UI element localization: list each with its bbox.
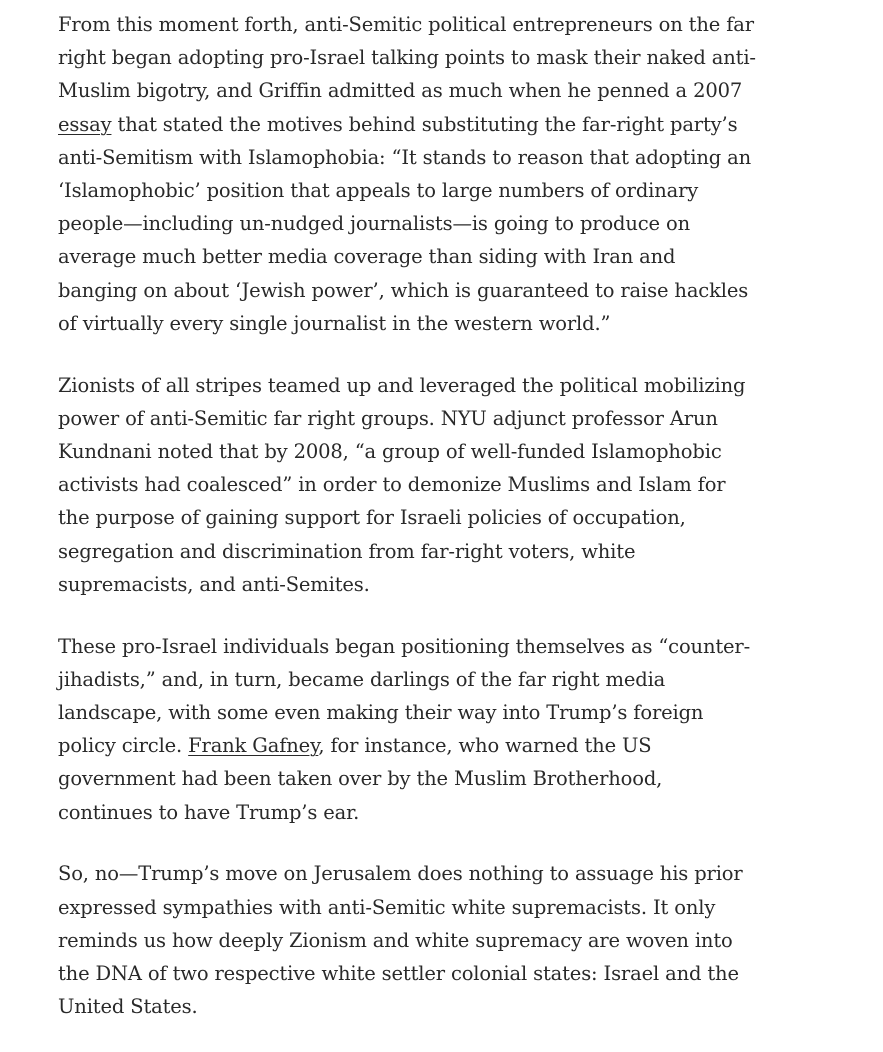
paragraph-1-text-start: From this moment forth, anti-Semitic political entrepreneurs on the far right began adopting pro-Israel talking points to mask their naked anti-Muslim bigotry, and Griffin admitted as much when he penned a 2007: [58, 13, 756, 103]
essay-link[interactable]: essay: [58, 112, 112, 136]
paragraph-1-text-end: that stated the motives behind substituting the far-right party’s anti-Semitism with Islamophobia: “It stands to reason that adopting an ‘Islamophobic’ position that appeals to large numbers of ordinary people—including un-nudged journalists—is going to produce on average much better media coverage than siding with Iran and banging on about ‘Jewish power’, which is guaranteed to raise hackles of virtually every single journalist in the western world.”: [58, 112, 752, 335]
paragraph-3-text-end: , for instance, who warned the US government had been taken over by the Muslim Brotherhood, continues to have Trump’s ear.: [58, 734, 663, 824]
frank-gafney-link[interactable]: Frank Gafney: [188, 734, 319, 758]
paragraph-3-text-start: These pro-Israel individuals began positioning themselves as “counter-jihadists,” and, in turn, became darlings of the far right media landscape, with some even making their way into Trump’s foreign policy circle.: [58, 634, 751, 758]
article-body: [58, 8, 758, 1052]
paragraph-1: [58, 8, 758, 340]
paragraph-4: So, no—Trump’s move on Jerusalem does nothing to assuage his prior expressed sympathies with anti-Semitic white supremacists. It only reminds us how deeply Zionism and white supremacy are woven into the DNA of two respective white settler colonial states: Israel and the United States.: [58, 862, 743, 1019]
paragraph-2: Zionists of all stripes teamed up and leveraged the political mobilizing power of anti-Semitic far right groups. NYU adjunct professor Arun Kundnani noted that by 2008, “a group of well-funded Islamophobic activists had coalesced” in order to demonize Muslims and Islam for the purpose of gaining support for Israeli policies of occupation, segregation and discrimination from far-right voters, white supremacists, and anti-Semites.: [58, 373, 746, 596]
paragraph-3: [58, 630, 758, 829]
